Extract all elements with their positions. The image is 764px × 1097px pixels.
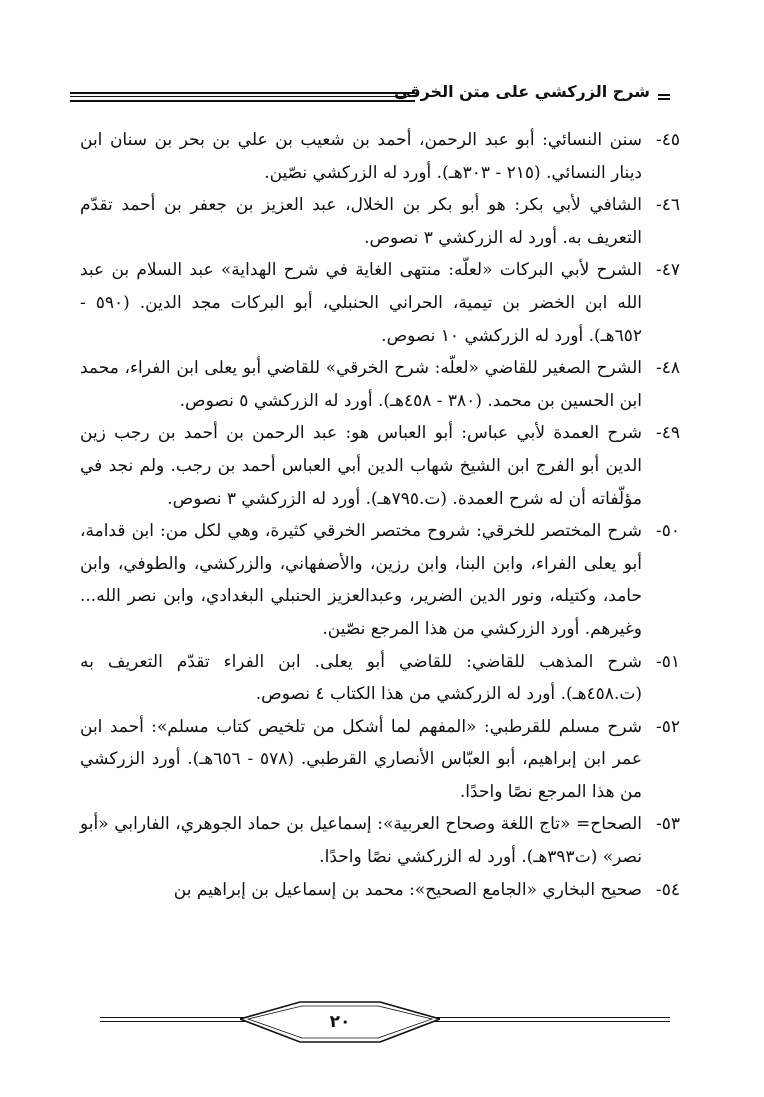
page-footer — [100, 1000, 670, 1050]
entry-46 — [80, 189, 680, 254]
entry-52 — [80, 711, 680, 809]
entry-text: شرح المذهب للقاضي: للقاضي أبو يعلى. ابن الفراء تقدّم التعريف به (ت.٤٥٨هـ). أورد له الزركشي من هذا الكتاب ٤ نصوص. — [80, 651, 642, 705]
header-bullet-icon — [658, 94, 670, 100]
entry-48 — [80, 352, 680, 417]
entry-number: ٤٧- — [655, 260, 680, 281]
entry-text: سنن النسائي: أبو عبد الرحمن، أحمد بن شعيب بن علي بن بحر بن سنان ابن دينار النسائي. (٢١٥ - ٣٠٣هـ). أورد له الزركشي نصّين. — [80, 130, 642, 183]
running-header-title: شرح الزركشي على متن الخرقي — [393, 82, 650, 101]
entry-number: ٥١- — [655, 651, 680, 672]
entry-number: ٥٠- — [655, 521, 680, 542]
entry-text: شرح العمدة لأبي عباس: أبو العباس هو: عبد الرحمن بن أحمد بن رجب زين الدين أبو الفرج ابن الشيخ شهاب الدين أبي العباس أحمد بن رجب. ولم نجد في مؤلّفاته أن له شرح العمدة. (ت.٧٩٥هـ). أورد له الزركشي ٣ نصوص. — [80, 423, 642, 509]
entry-number: ٤٦- — [655, 195, 680, 216]
entry-54 — [80, 874, 680, 907]
entry-45 — [80, 124, 680, 189]
entry-text: الشافي لأبي بكر: هو أبو بكر بن الخلال، عبد العزيز بن جعفر بن أحمد تقدّم التعريف به. أورد له الزركشي ٣ نصوص. — [80, 195, 642, 248]
entry-47 — [80, 254, 680, 352]
entry-text: شرح مسلم للقرطبي: «المفهم لما أشكل من تلخيص كتاب مسلم»: أحمد ابن عمر ابن إبراهيم، أبو العبّاس الأنصاري القرطبي. (٥٧٨ - ٦٥٦هـ). أورد الزركشي من هذا المرجع نصًا واحدًا. — [80, 716, 642, 802]
entry-text: الشرح الصغير للقاضي «لعلّه: شرح الخرقي» للقاضي أبو يعلى ابن الفراء، محمد ابن الحسين بن محمد. (٣٨٠ - ٤٥٨هـ). أورد له الزركشي ٥ نصوص. — [80, 358, 642, 411]
entry-number: ٤٨- — [655, 358, 680, 379]
entry-number: ٥٤- — [655, 879, 680, 900]
entry-text: الشرح لأبي البركات «لعلّه: منتهى الغاية في شرح الهداية» عبد السلام بن عبد الله ابن الخضر بن تيمية، الحراني الحنبلي، أبو البركات مجد الدين. (٥٩٠ - ٦٥٢هـ). أورد له الزركشي ١٠ نصوص. — [80, 260, 642, 346]
entry-51 — [80, 646, 680, 711]
entry-number: ٤٥- — [655, 130, 680, 150]
header-rule — [70, 92, 415, 102]
entry-49 — [80, 417, 680, 515]
page-number: ٢٠ — [329, 1012, 351, 1032]
entry-50 — [80, 515, 680, 645]
entry-number: ٥٢- — [655, 716, 680, 737]
running-header — [70, 80, 670, 114]
entry-text: شرح المختصر للخرقي: شروح مختصر الخرقي كثيرة، وهي لكل من: ابن قدامة، أبو يعلى الفراء، وابن البنا، وابن رزين، والأصفهاني، والزركشي، والطوفي، وابن حامد، وكتيله، ونور الدين الضرير، وعبدالعزيز الحنبلي البغدادي، وابن نصر الله... وغيرهم. أورد الزركشي من هذا المرجع نصّين. — [80, 521, 642, 639]
entry-text: صحيح البخاري «الجامع الصحيح»: محمد بن إسماعيل بن إبراهيم بن — [173, 879, 642, 900]
entry-number: ٥٣- — [655, 814, 680, 835]
entry-list — [80, 124, 680, 906]
entry-text: الصحاح= «تاج اللغة وصحاح العربية»: إسماعيل بن حماد الجوهري، الفارابي «أبو نصر» (ت٣٩٣هـ). أورد له الزركشي نصًا واحدًا. — [80, 814, 642, 868]
entry-number: ٤٩- — [655, 423, 680, 444]
entry-53 — [80, 808, 680, 873]
